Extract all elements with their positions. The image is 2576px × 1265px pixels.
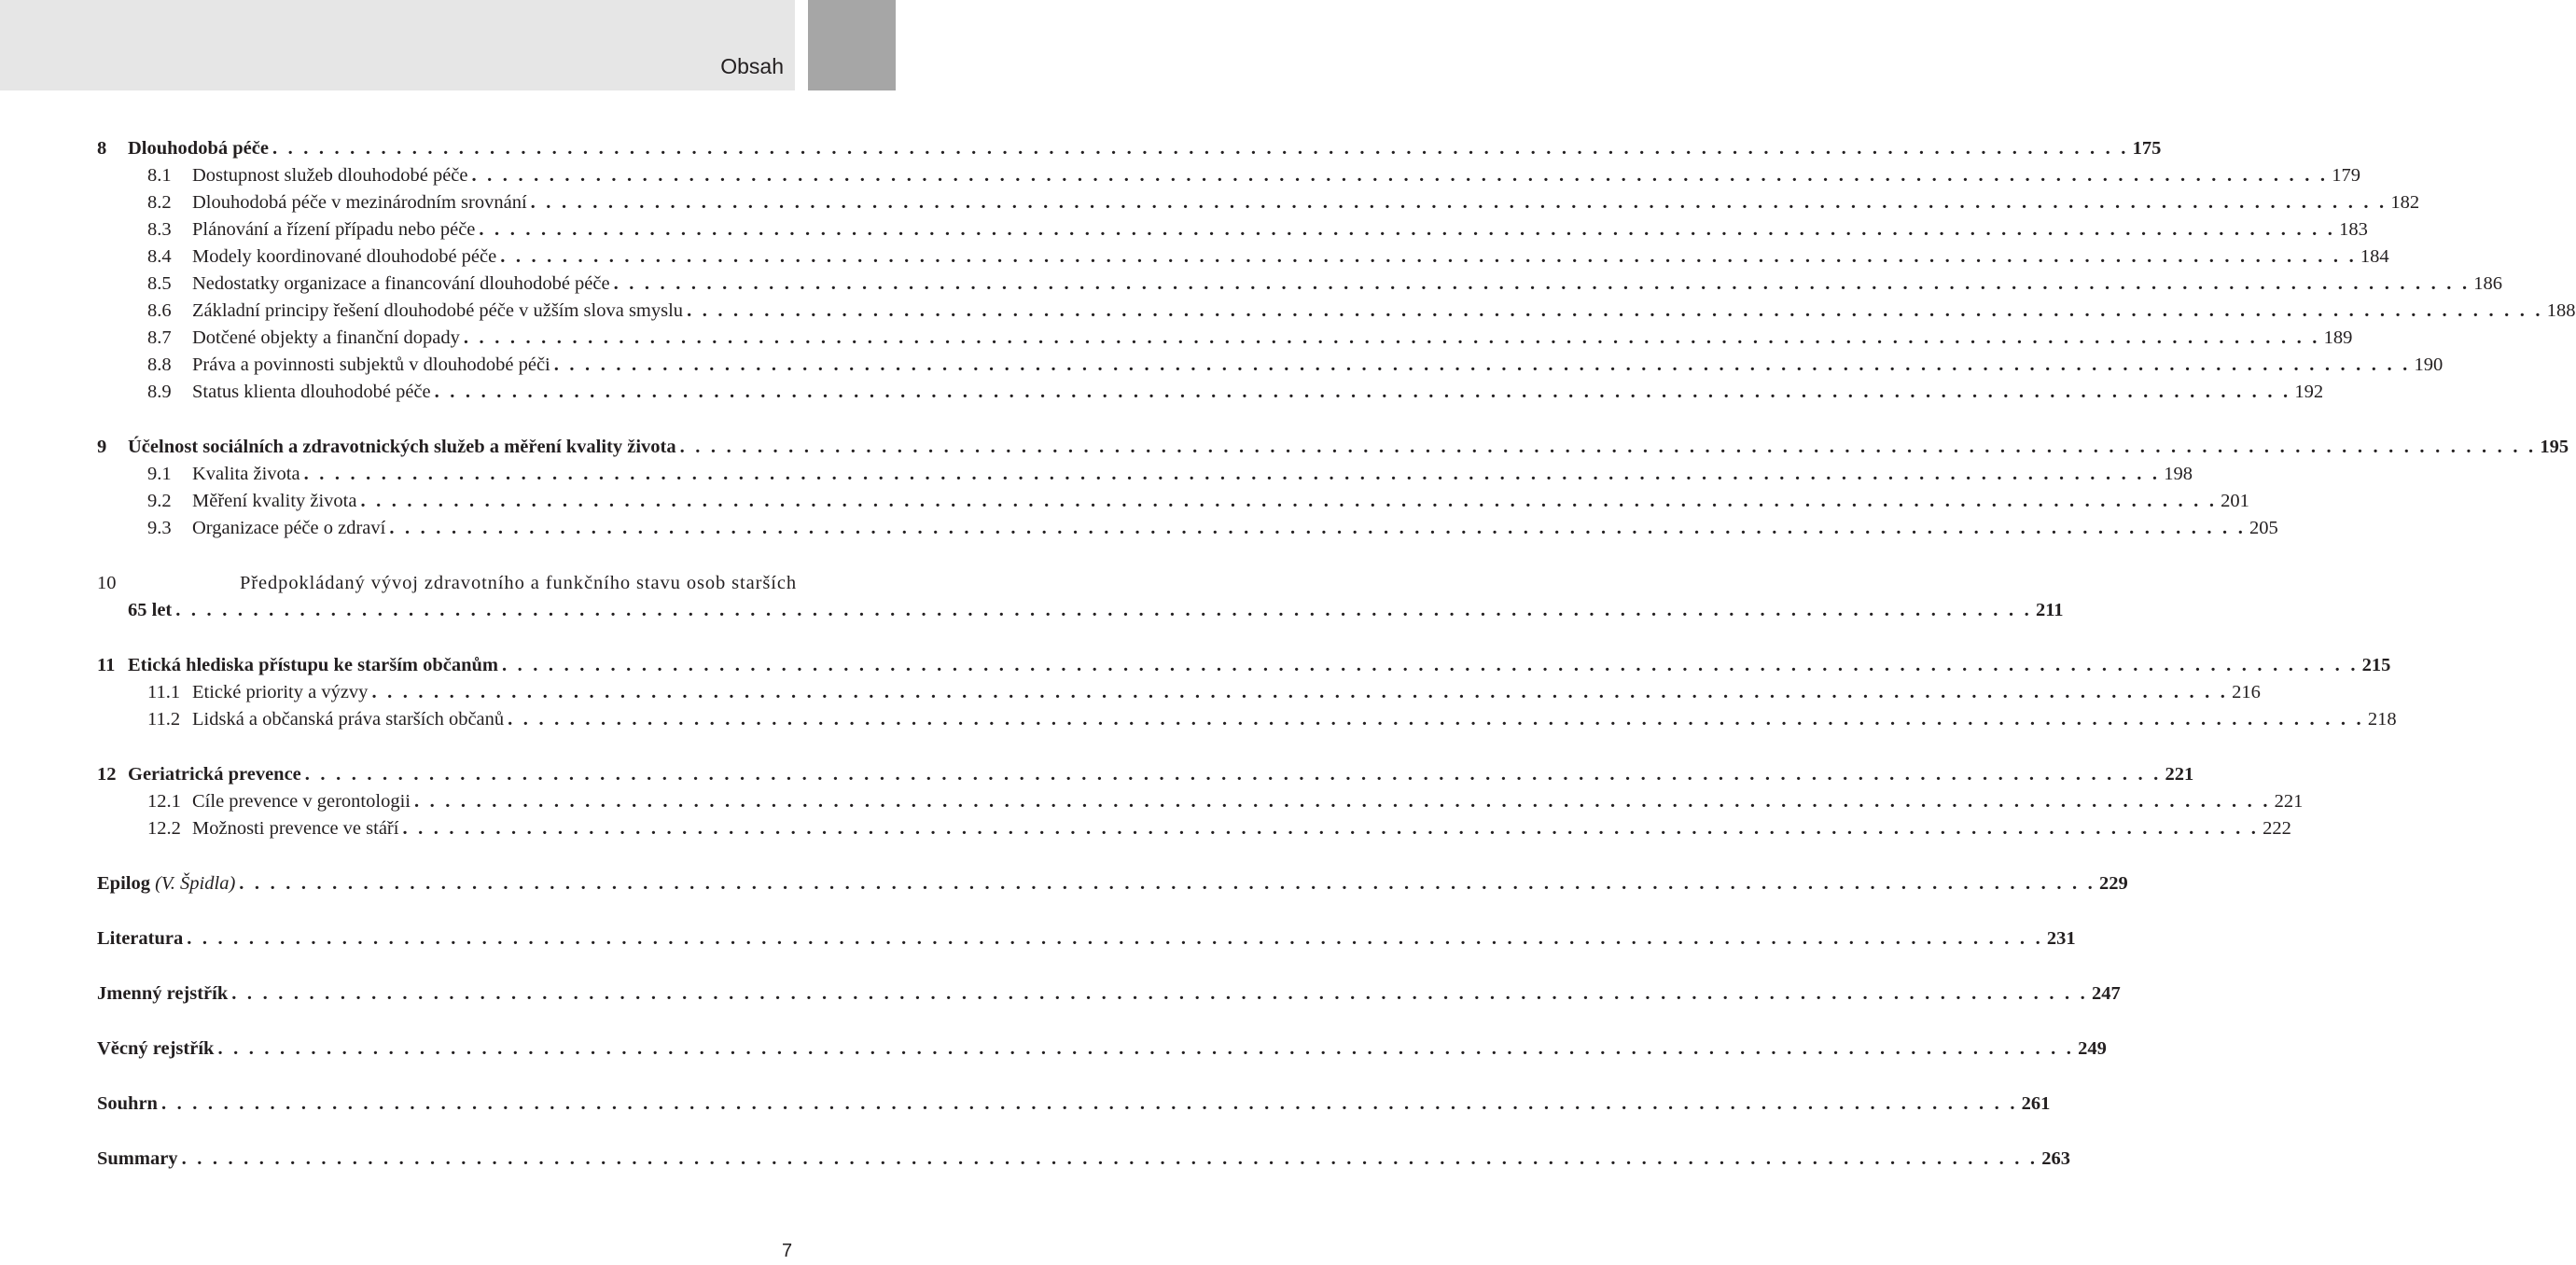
toc-entry[interactable] <box>97 597 2064 624</box>
toc-dot-leader: . . . . . . . . . . . . . . . . . . . . . . . . . . . . . . . . . . . . . . . . . . . . . . . . . . . . . . . . . . . . . . . . . . . . . . . . . . . . . . . . . . . . . . . . . . . . . . . . . . . . . . . . . . . . . . . . . . . . . . . . <box>303 464 2161 484</box>
toc-entry-title-text: Souhrn <box>97 1093 158 1114</box>
toc-entry-title-text: Základní principy řešení dlouhodobé péče v užším slova smyslu <box>192 300 684 321</box>
toc-dot-leader: . . . . . . . . . . . . . . . . . . . . . . . . . . . . . . . . . . . . . . . . . . . . . . . . . . . . . . . . . . . . . . . . . . . . . . . . . . . . . . . . . . . . . . . . . . . . . . . . . . . . . . . . . . . . . . . . . . . . . . . . <box>613 273 2471 294</box>
toc-entry-title-text: Nedostatky organizace a financování dlouhodobé péče <box>192 273 610 294</box>
toc-entry-number: 10 <box>97 573 117 593</box>
toc-dot-leader: . . . . . . . . . . . . . . . . . . . . . . . . . . . . . . . . . . . . . . . . . . . . . . . . . . . . . . . . . . . . . . . . . . . . . . . . . . . . . . . . . . . . . . . . . . . . . . . . . . . . . . . . . . . . . . . . . . . . . . . . <box>231 983 2088 1004</box>
toc-entry[interactable] <box>97 980 2121 1008</box>
table-of-contents <box>97 135 2576 1173</box>
toc-entry-title <box>192 488 356 515</box>
toc-entry-number: 8 <box>97 138 107 159</box>
toc-subentry[interactable] <box>97 788 2304 815</box>
toc-page-number: 182 <box>2390 192 2420 213</box>
toc-entry[interactable] <box>97 1036 2107 1063</box>
toc-subentry[interactable] <box>97 706 2397 733</box>
toc-entry-title-text: Měření kvality života <box>192 491 357 511</box>
toc-entry-number: 12.2 <box>147 818 181 839</box>
toc-entry-title <box>97 980 228 1008</box>
toc-subentry[interactable] <box>97 162 2360 189</box>
toc-entry-title-text: Status klienta dlouhodobé péče <box>192 382 431 402</box>
toc-entry-title-text: Modely koordinované dlouhodobé péče <box>192 246 497 267</box>
toc-entry-title <box>128 434 676 461</box>
toc-dot-leader: . . . . . . . . . . . . . . . . . . . . . . . . . . . . . . . . . . . . . . . . . . . . . . . . . . . . . . . . . . . . . . . . . . . . . . . . . . . . . . . . . . . . . . . . . . . . . . . . . . . . . . . . . . . . . . . . . . . . . . . . <box>413 791 2271 812</box>
toc-entry-title <box>192 788 411 815</box>
toc-page-number: 195 <box>2540 437 2569 457</box>
header-tab-marker <box>808 0 896 90</box>
toc-page-number: 190 <box>2414 354 2444 375</box>
toc-entry-number: 11.1 <box>147 682 181 702</box>
toc-entry[interactable] <box>97 1146 2070 1173</box>
toc-entry-title-text: Etická hlediska přístupu ke starším občanům <box>128 655 498 675</box>
toc-entry-number: 8.4 <box>147 246 172 267</box>
header-band <box>0 0 795 90</box>
toc-dot-leader: . . . . . . . . . . . . . . . . . . . . . . . . . . . . . . . . . . . . . . . . . . . . . . . . . . . . . . . . . . . . . . . . . . . . . . . . . . . . . . . . . . . . . . . . . . . . . . . . . . . . . . . . . . . . . . . . . . . . . . . . <box>687 300 2543 321</box>
toc-page-number: 189 <box>2323 327 2353 348</box>
toc-dot-leader: . . . . . . . . . . . . . . . . . . . . . . . . . . . . . . . . . . . . . . . . . . . . . . . . . . . . . . . . . . . . . . . . . . . . . . . . . . . . . . . . . . . . . . . . . . . . . . . . . . . . . . . . . . . . . . . . . . . . . . . . <box>272 138 2129 159</box>
toc-entry-title-text: Summary <box>97 1148 178 1169</box>
toc-page-number: 188 <box>2546 300 2576 321</box>
toc-page-number: 261 <box>2021 1093 2051 1114</box>
toc-entry-title-text: Organizace péče o zdraví <box>192 518 386 538</box>
toc-dot-leader: . . . . . . . . . . . . . . . . . . . . . . . . . . . . . . . . . . . . . . . . . . . . . . . . . . . . . . . . . . . . . . . . . . . . . . . . . . . . . . . . . . . . . . . . . . . . . . . . . . . . . . . . . . . . . . . . . . . . . . . . <box>239 873 2096 894</box>
toc-subentry[interactable] <box>97 298 2576 325</box>
toc-dot-leader: . . . . . . . . . . . . . . . . . . . . . . . . . . . . . . . . . . . . . . . . . . . . . . . . . . . . . . . . . . . . . . . . . . . . . . . . . . . . . . . . . . . . . . . . . . . . . . . . . . . . . . . . . . . . . . . . . . . . . . . . <box>402 818 2260 839</box>
toc-entry-title-text: Věcný rejstřík <box>97 1038 215 1059</box>
toc-entry-title <box>128 761 301 788</box>
toc-page-number: 221 <box>2165 764 2194 785</box>
toc-entry-title <box>128 597 172 624</box>
toc-page-number: 249 <box>2078 1038 2107 1059</box>
toc-entry-title-text: Předpokládaný vývoj zdravotního a funkčního stavu osob starších <box>240 573 797 593</box>
toc-subentry[interactable] <box>97 216 2368 243</box>
toc-page-number: 221 <box>2274 791 2304 812</box>
toc-entry-title <box>192 325 460 352</box>
toc-dot-leader: . . . . . . . . . . . . . . . . . . . . . . . . . . . . . . . . . . . . . . . . . . . . . . . . . . . . . . . . . . . . . . . . . . . . . . . . . . . . . . . . . . . . . . . . . . . . . . . . . . . . . . . . . . . . . . . . . . . . . . . . <box>471 165 2329 186</box>
toc-page-number: 184 <box>2360 246 2389 267</box>
toc-subentry[interactable] <box>97 189 2420 216</box>
toc-dot-leader: . . . . . . . . . . . . . . . . . . . . . . . . . . . . . . . . . . . . . . . . . . . . . . . . . . . . . . . . . . . . . . . . . . . . . . . . . . . . . . . . . . . . . . . . . . . . . . . . . . . . . . . . . . . . . . . . . . . . . . . . <box>371 682 2229 702</box>
toc-entry-title <box>192 216 475 243</box>
toc-entry-number: 8.1 <box>147 165 172 186</box>
toc-subentry[interactable] <box>97 325 2353 352</box>
toc-dot-leader: . . . . . . . . . . . . . . . . . . . . . . . . . . . . . . . . . . . . . . . . . . . . . . . . . . . . . . . . . . . . . . . . . . . . . . . . . . . . . . . . . . . . . . . . . . . . . . . . . . . . . . . . . . . . . . . . . . . . . . . . <box>508 709 2364 730</box>
toc-page-number: 263 <box>2041 1148 2070 1169</box>
toc-entry-title <box>97 1091 158 1118</box>
toc-entry-number: 11.2 <box>147 709 181 730</box>
running-header-title: Obsah <box>720 54 784 78</box>
toc-dot-leader: . . . . . . . . . . . . . . . . . . . . . . . . . . . . . . . . . . . . . . . . . . . . . . . . . . . . . . . . . . . . . . . . . . . . . . . . . . . . . . . . . . . . . . . . . . . . . . . . . . . . . . . . . . . . . . . . . . . . . . . . <box>175 600 2032 620</box>
toc-entry-number: 8.5 <box>147 273 172 294</box>
toc-entry-title <box>192 271 610 298</box>
toc-page-number: 222 <box>2263 818 2291 839</box>
toc-entry-number: 8.6 <box>147 300 172 321</box>
toc-entry-number: 9 <box>97 437 107 457</box>
toc-entry-title-text: Dotčené objekty a finanční dopady <box>192 327 460 348</box>
toc-entry-number: 8.8 <box>147 354 172 375</box>
toc-page-number: 247 <box>2091 983 2121 1004</box>
toc-entry-title-text: Dlouhodobá péče v mezinárodním srovnání <box>192 192 527 213</box>
page-number: 7 <box>782 1241 793 1261</box>
toc-entry-number: 12.1 <box>147 791 181 812</box>
toc-entry-title <box>97 925 183 952</box>
toc-entry-number: 8.7 <box>147 327 172 348</box>
toc-entry-number: 8.2 <box>147 192 172 213</box>
toc-page-number: 201 <box>2221 491 2249 511</box>
toc-entry-title <box>192 189 527 216</box>
toc-entry-title <box>192 515 385 542</box>
toc-entry[interactable] <box>97 1091 2051 1118</box>
toc-entry-title-text: 65 let <box>128 600 173 620</box>
toc-page-number: 216 <box>2232 682 2261 702</box>
toc-page-number: 218 <box>2367 709 2397 730</box>
toc-subentry[interactable] <box>97 461 2193 488</box>
toc-entry-title <box>192 298 683 325</box>
toc-page-number: 183 <box>2339 219 2368 240</box>
toc-entry-title-text: Účelnost sociálních a zdravotnických služeb a měření kvality života <box>128 437 676 457</box>
toc-subentry[interactable] <box>97 679 2261 706</box>
toc-entry-title-text: Jmenný rejstřík <box>97 983 229 1004</box>
toc-dot-leader: . . . . . . . . . . . . . . . . . . . . . . . . . . . . . . . . . . . . . . . . . . . . . . . . . . . . . . . . . . . . . . . . . . . . . . . . . . . . . . . . . . . . . . . . . . . . . . . . . . . . . . . . . . . . . . . . . . . . . . . . <box>304 764 2162 785</box>
toc-entry-title-text: Etické priority a výzvy <box>192 682 369 702</box>
toc-entry[interactable] <box>97 434 2569 461</box>
toc-entry-title <box>192 679 368 706</box>
toc-page-number: 198 <box>2164 464 2193 484</box>
toc-dot-leader: . . . . . . . . . . . . . . . . . . . . . . . . . . . . . . . . . . . . . . . . . . . . . . . . . . . . . . . . . . . . . . . . . . . . . . . . . . . . . . . . . . . . . . . . . . . . . . . . . . . . . . . . . . . . . . . . . . . . . . . . <box>501 655 2359 675</box>
toc-entry-title <box>192 461 300 488</box>
toc-entry-number: 8.9 <box>147 382 172 402</box>
toc-page-number: 192 <box>2294 382 2324 402</box>
toc-page-number: 211 <box>2035 600 2064 620</box>
toc-dot-leader: . . . . . . . . . . . . . . . . . . . . . . . . . . . . . . . . . . . . . . . . . . . . . . . . . . . . . . . . . . . . . . . . . . . . . . . . . . . . . . . . . . . . . . . . . . . . . . . . . . . . . . . . . . . . . . . . . . . . . . . . <box>530 192 2388 213</box>
toc-page-number: 205 <box>2249 518 2278 538</box>
toc-subentry[interactable] <box>97 379 2324 406</box>
toc-entry[interactable] <box>97 135 2162 162</box>
toc-entry-title-text: Práva a povinnosti subjektů v dlouhodobé péči <box>192 354 550 375</box>
toc-subentry[interactable] <box>97 271 2503 298</box>
toc-entry-title <box>192 162 468 189</box>
toc-entry-author: (V. Špidla) <box>155 873 236 894</box>
toc-entry-title <box>240 570 797 597</box>
toc-page-number: 186 <box>2473 273 2503 294</box>
toc-dot-leader: . . . . . . . . . . . . . . . . . . . . . . . . . . . . . . . . . . . . . . . . . . . . . . . . . . . . . . . . . . . . . . . . . . . . . . . . . . . . . . . . . . . . . . . . . . . . . . . . . . . . . . . . . . . . . . . . . . . . . . . . <box>434 382 2291 402</box>
toc-entry-title-text: Geriatrická prevence <box>128 764 301 785</box>
toc-entry[interactable] <box>97 761 2194 788</box>
toc-dot-leader: . . . . . . . . . . . . . . . . . . . . . . . . . . . . . . . . . . . . . . . . . . . . . . . . . . . . . . . . . . . . . . . . . . . . . . . . . . . . . . . . . . . . . . . . . . . . . . . . . . . . . . . . . . . . . . . . . . . . . . . . <box>181 1148 2039 1169</box>
toc-entry-title <box>192 352 550 379</box>
toc-dot-leader: . . . . . . . . . . . . . . . . . . . . . . . . . . . . . . . . . . . . . . . . . . . . . . . . . . . . . . . . . . . . . . . . . . . . . . . . . . . . . . . . . . . . . . . . . . . . . . . . . . . . . . . . . . . . . . . . . . . . . . . . <box>217 1038 2075 1059</box>
toc-page-number: 179 <box>2332 165 2360 186</box>
toc-entry-title-text: Literatura <box>97 928 184 949</box>
toc-entry-title-text: Cíle prevence v gerontologii <box>192 791 411 812</box>
toc-entry-title-text: Epilog <box>97 873 150 894</box>
toc-entry[interactable] <box>97 870 2128 897</box>
toc-page-number: 229 <box>2098 873 2128 894</box>
toc-subentry[interactable] <box>97 488 2249 515</box>
toc-entry-title-text: Dostupnost služeb dlouhodobé péče <box>192 165 468 186</box>
toc-dot-leader: . . . . . . . . . . . . . . . . . . . . . . . . . . . . . . . . . . . . . . . . . . . . . . . . . . . . . . . . . . . . . . . . . . . . . . . . . . . . . . . . . . . . . . . . . . . . . . . . . . . . . . . . . . . . . . . . . . . . . . . . <box>479 219 2336 240</box>
toc-entry-title-text: Plánování a řízení případu nebo péče <box>192 219 476 240</box>
toc-dot-leader: . . . . . . . . . . . . . . . . . . . . . . . . . . . . . . . . . . . . . . . . . . . . . . . . . . . . . . . . . . . . . . . . . . . . . . . . . . . . . . . . . . . . . . . . . . . . . . . . . . . . . . . . . . . . . . . . . . . . . . . . <box>389 518 2247 538</box>
toc-entry[interactable] <box>97 570 797 597</box>
toc-entry[interactable] <box>97 925 2076 952</box>
toc-dot-leader: . . . . . . . . . . . . . . . . . . . . . . . . . . . . . . . . . . . . . . . . . . . . . . . . . . . . . . . . . . . . . . . . . . . . . . . . . . . . . . . . . . . . . . . . . . . . . . . . . . . . . . . . . . . . . . . . . . . . . . . . <box>500 246 2357 267</box>
toc-entry-title <box>97 1036 214 1063</box>
toc-entry-title <box>192 379 431 406</box>
toc-dot-leader: . . . . . . . . . . . . . . . . . . . . . . . . . . . . . . . . . . . . . . . . . . . . . . . . . . . . . . . . . . . . . . . . . . . . . . . . . . . . . . . . . . . . . . . . . . . . . . . . . . . . . . . . . . . . . . . . . . . . . . . . <box>187 928 2043 949</box>
toc-entry-title-text: Kvalita života <box>192 464 300 484</box>
toc-subentry[interactable] <box>97 243 2389 271</box>
toc-subentry[interactable] <box>97 352 2444 379</box>
toc-entry-title <box>192 815 398 842</box>
toc-page-number: 215 <box>2361 655 2391 675</box>
toc-entry-number: 12 <box>97 764 117 785</box>
toc-entry-number: 9.2 <box>147 491 172 511</box>
toc-subentry[interactable] <box>97 815 2291 842</box>
toc-entry[interactable] <box>97 652 2391 679</box>
toc-entry-title <box>128 652 498 679</box>
toc-dot-leader: . . . . . . . . . . . . . . . . . . . . . . . . . . . . . . . . . . . . . . . . . . . . . . . . . . . . . . . . . . . . . . . . . . . . . . . . . . . . . . . . . . . . . . . . . . . . . . . . . . . . . . . . . . . . . . . . . . . . . . . . <box>553 354 2411 375</box>
toc-entry-title <box>192 706 504 733</box>
toc-entry-number: 9.1 <box>147 464 172 484</box>
toc-dot-leader: . . . . . . . . . . . . . . . . . . . . . . . . . . . . . . . . . . . . . . . . . . . . . . . . . . . . . . . . . . . . . . . . . . . . . . . . . . . . . . . . . . . . . . . . . . . . . . . . . . . . . . . . . . . . . . . . . . . . . . . . <box>360 491 2218 511</box>
toc-entry-title <box>97 1146 178 1173</box>
toc-entry-number: 8.3 <box>147 219 172 240</box>
toc-entry-title-text: Lidská a občanská práva starších občanů <box>192 709 505 730</box>
toc-dot-leader: . . . . . . . . . . . . . . . . . . . . . . . . . . . . . . . . . . . . . . . . . . . . . . . . . . . . . . . . . . . . . . . . . . . . . . . . . . . . . . . . . . . . . . . . . . . . . . . . . . . . . . . . . . . . . . . . . . . . . . . . <box>679 437 2537 457</box>
toc-dot-leader: . . . . . . . . . . . . . . . . . . . . . . . . . . . . . . . . . . . . . . . . . . . . . . . . . . . . . . . . . . . . . . . . . . . . . . . . . . . . . . . . . . . . . . . . . . . . . . . . . . . . . . . . . . . . . . . . . . . . . . . . <box>463 327 2320 348</box>
toc-entry-title <box>192 243 496 271</box>
toc-page-number: 175 <box>2132 138 2162 159</box>
toc-entry-title-text: Dlouhodobá péče <box>128 138 269 159</box>
toc-page-number: 231 <box>2046 928 2076 949</box>
toc-entry-title-text: Možnosti prevence ve stáří <box>192 818 399 839</box>
toc-entry-number: 11 <box>97 655 116 675</box>
toc-entry-number: 9.3 <box>147 518 172 538</box>
toc-entry-title <box>128 135 269 162</box>
toc-subentry[interactable] <box>97 515 2278 542</box>
toc-entry-title <box>97 870 235 897</box>
toc-dot-leader: . . . . . . . . . . . . . . . . . . . . . . . . . . . . . . . . . . . . . . . . . . . . . . . . . . . . . . . . . . . . . . . . . . . . . . . . . . . . . . . . . . . . . . . . . . . . . . . . . . . . . . . . . . . . . . . . . . . . . . . . <box>160 1093 2018 1114</box>
